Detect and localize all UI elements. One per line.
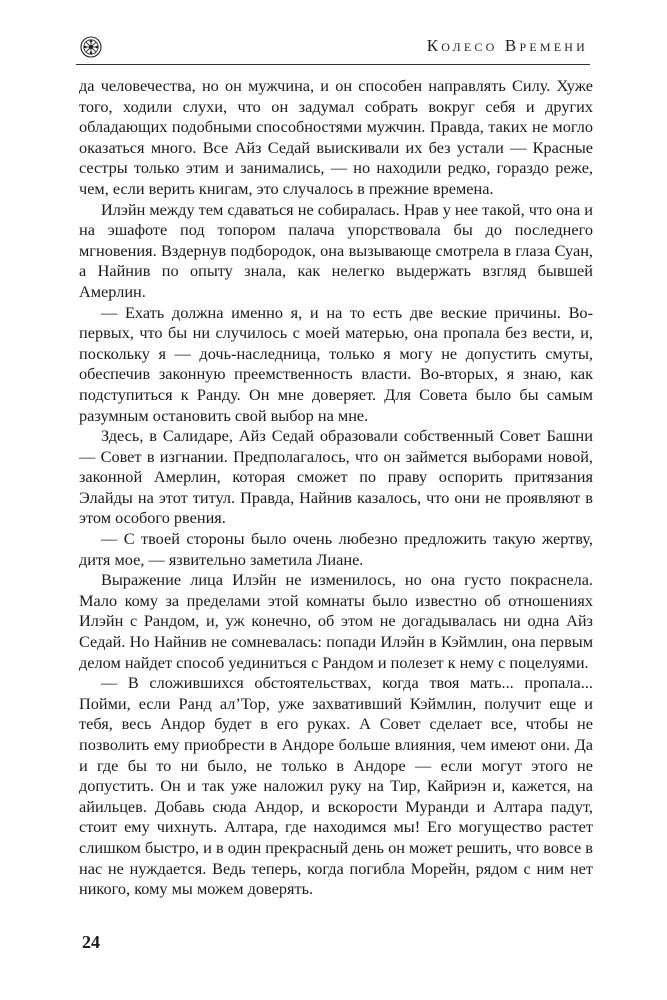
body-text	[79, 76, 593, 900]
paragraph: Илэйн между тем сдаваться не собиралась. Нрав у нее такой, что она и на эшафоте под топором палача упорствовала бы до последнего мгновения. Вздернув подбородок, она вызывающе смотрела в глаза Суан, а Найнив по опыту знала, как нелегко выдержать взгляд бывшей Амерлин.	[79, 199, 593, 301]
paragraph: Выражение лица Илэйн не изменилось, но она густо покраснела. Мало кому за пределами этой комнаты было известно об отношениях Илэйн с Рандом, и, уж конечно, об этом не догадывалась ни одна Айз Седай. Но Найнив не сомневалась: попади Илэйн в Кэймлин, она первым делом найдет способ уединиться с Рандом и полезет к нему с поцелуями.	[79, 570, 593, 672]
paragraph: — С твоей стороны было очень любезно предложить такую жертву, дитя мое, — язвительно заметила Лиане.	[79, 529, 593, 569]
paragraph: Здесь, в Салидаре, Айз Седай образовали собственный Совет Башни — Совет в изгнании. Предполагалось, что он займется выборами новой, законной Амерлин, которая сможет по праву оспорить притязания Элайды на этот титул. Правда, Найнив казалось, что они не проявляют в этом особого рвения.	[79, 426, 593, 528]
page-number: 24	[82, 932, 100, 952]
paragraph: — Ехать должна именно я, и на то есть две веские причины. Во-первых, что бы ни случилось с моей матерью, она пропала без вести, и, поскольку я — дочь-наследница, только я могу не допустить смуты, обеспечив законную преемственность власти. Во-вторых, я знаю, как подступиться к Ранду. Он мне доверяет. Для Совета было бы самым разумным остановить свой выбор на мне.	[79, 302, 593, 425]
wheel-emblem-icon	[80, 36, 102, 58]
header-rule	[76, 64, 590, 65]
paragraph: да человечества, но он мужчина, и он способен направлять Силу. Хуже того, ходили слухи, что он задумал собрать вокруг себя и других обладающих подобными способностями мужчин. Правда, таких не могло оказаться много. Все Айз Седай выискивали их без устали — Красные сестры только этим и занимались, — но находили редко, гораздо реже, чем, если верить книгам, это случалось в прежние времена.	[79, 76, 593, 198]
paragraph: — В сложившихся обстоятельствах, когда твоя мать... пропала... Пойми, если Ранд ал’Тор, уже захвативший Кэймлин, получит еще и тебя, весь Андор будет в его руках. А Совет сделает все, чтобы не позволить ему приобрести в Андоре больше влияния, чем имеют они. Да и где бы то ни было, не только в Андоре — если могут этого не допустить. Он и так уже наложил руку на Тир, Кайриэн и, кажется, на айильцев. Добавь сюда Андор, и вскорости Муранди и Алтара падут, стоит ему чихнуть. Алтара, где находимся мы! Его могущество растет слишком быстро, и в один прекрасный день он может решить, что вовсе в нас не нуждается. Ведь теперь, когда погибла Морейн, рядом с ним нет никого, кому мы можем доверять.	[79, 673, 593, 899]
running-header	[76, 34, 590, 64]
running-title: Колесо Времени	[426, 36, 588, 55]
